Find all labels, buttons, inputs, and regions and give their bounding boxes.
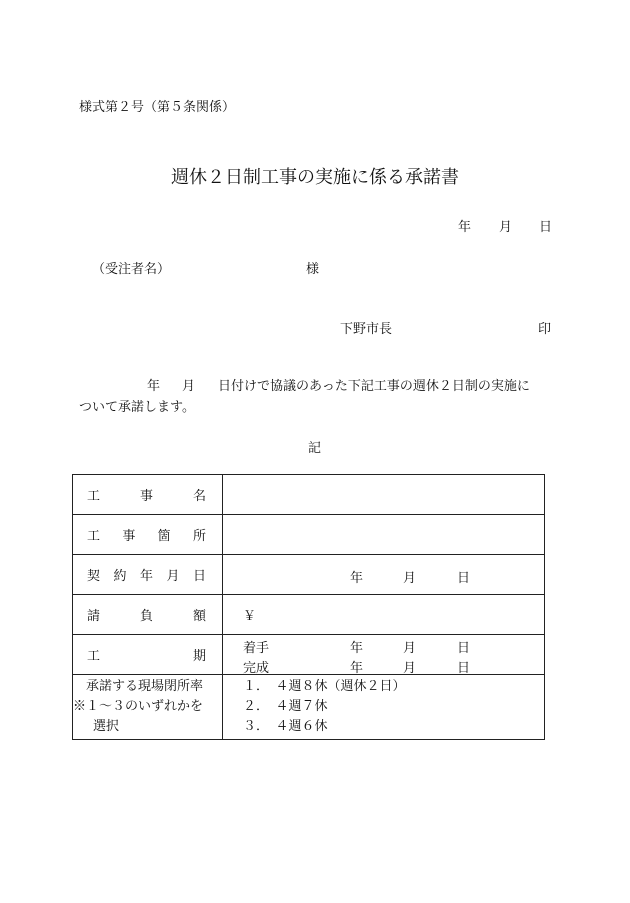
details-table [72,474,545,740]
recipient-label: （受注者名） [92,262,171,277]
value-closure-rate[interactable] [223,675,545,740]
table-row-contract-date [73,555,545,595]
ki-label: 記 [308,441,322,456]
period-start-label: 着手 [243,641,270,656]
value-contract-date[interactable]: 年 月 日 [223,555,545,595]
label-contract-date: 契 約 年 月 日 [87,569,206,584]
body-line1: 日付けで協議のあった下記工事の週休２日制の実施に [218,379,530,394]
table-row-contract-amount [73,595,545,635]
value-project-location[interactable] [223,515,545,555]
value-contract-amount[interactable]: ￥ [223,595,545,635]
value-construction-period[interactable]: 着手 年 月 日 完成 年 月 日 [223,635,545,675]
period-end-label: 完成 [243,661,270,676]
date-day: 日 [539,220,553,235]
form-number: 様式第２号（第５条関係） [79,100,236,115]
table-row-construction-period [73,635,545,675]
date-month: 月 [499,220,513,235]
table-row-closure-rate [73,675,545,740]
closure-option-2: ２． ４週７休 [243,699,328,714]
recipient-honorific: 様 [306,262,320,277]
closure-option-3: ３． ４週６休 [243,719,328,734]
label-project-name: 工 事 名 [87,489,206,504]
document-title: 週休２日制工事の実施に係る承諾書 [171,167,459,188]
table-row-project-name [73,475,545,515]
table-row-project-location [73,515,545,555]
body-line2: ついて承諾します。 [79,400,195,415]
label-closure-rate: 承諾する現場閉所率 ※１～３のいずれかを 選択 [73,679,204,734]
body-year: 年 [147,379,161,394]
body-month: 月 [182,379,196,394]
date-year: 年 [458,220,472,235]
body-paragraph [79,376,553,418]
seal-mark: 印 [538,322,552,337]
value-project-name[interactable] [223,475,545,515]
closure-option-1: １． ４週８休（週休２日） [243,679,406,694]
label-construction-period: 工 期 [87,649,206,664]
issuer-name: 下野市長 [340,322,393,337]
label-contract-amount: 請 負 額 [87,609,206,624]
label-project-location: 工 事 箇 所 [87,529,206,544]
